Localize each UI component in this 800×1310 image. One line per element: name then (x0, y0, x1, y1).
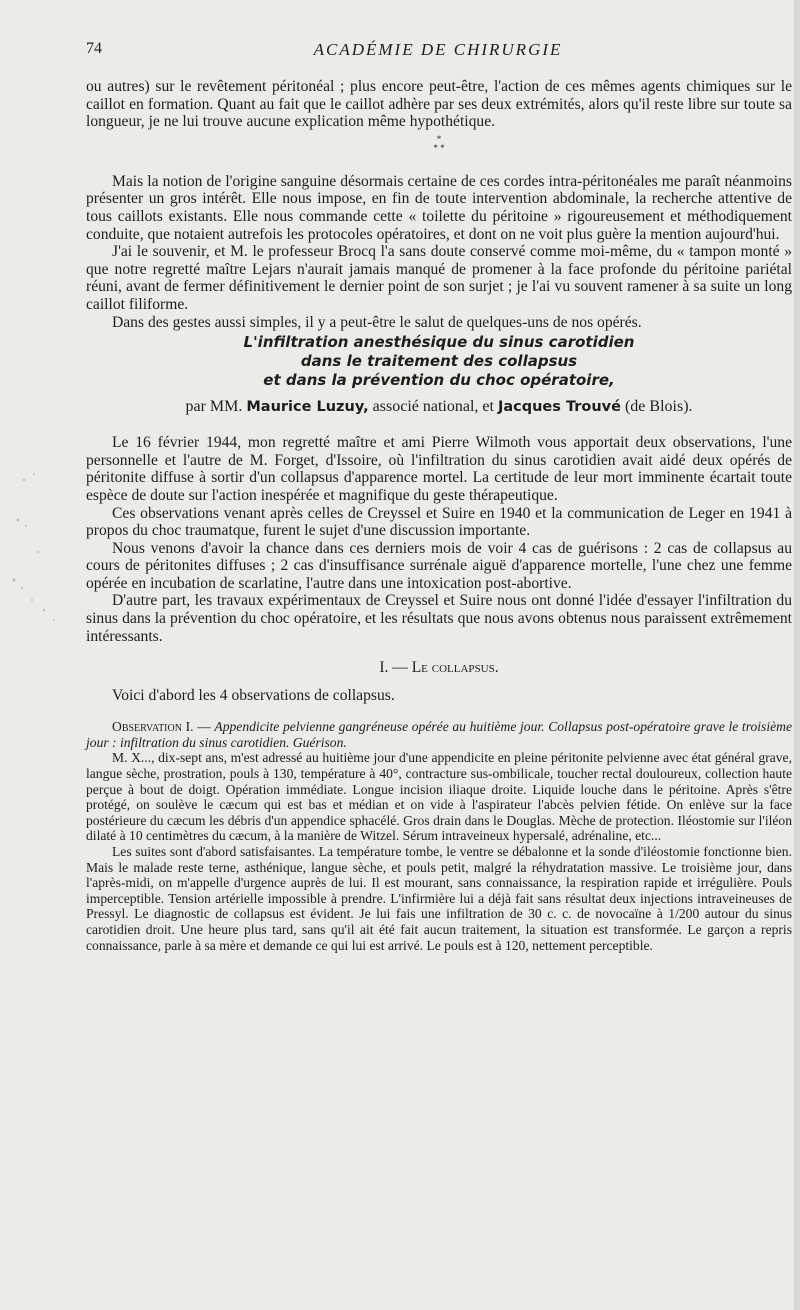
section-title: Le collapsus. (411, 659, 499, 677)
section-separator (86, 135, 792, 153)
paragraph-creyssel: Ces observations venant après celles de Creyssel et Suire en 1940 et la communication de Leger en 1941 à propos du choc traumatque, furent le sujet d'une discussion importante. (86, 504, 792, 540)
body-text-top (86, 78, 792, 953)
separator-star-bottom: * * (433, 142, 445, 153)
separator-star-top: * (436, 133, 442, 144)
section-numeral: I. — (379, 659, 408, 677)
observations-intro: Voici d'abord les 4 observations de collapsus. (112, 687, 395, 705)
paragraph-gestes: Dans des gestes aussi simples, il y a peut-être le salut de quelques-uns de nos opérés. (112, 313, 642, 331)
article-byline (86, 398, 792, 416)
author-2: Jacques Trouvé (497, 399, 621, 416)
margin-print-marks (4, 460, 64, 640)
article-title-line2: dans le traitement des collapsus (300, 352, 578, 371)
running-title: ACADÉMIE DE CHIRURGIE (313, 40, 563, 59)
observation-title: Appendicite pelvienne gangréneuse opérée au huitième jour. Collapsus post-opératoire grave le troisième jour : infiltration du sinus carotidien. Guérison. (86, 719, 793, 750)
author-1: Maurice Luzuy, (246, 399, 369, 416)
article-title-line3: et dans la prévention du choc opératoire, (263, 371, 615, 390)
paragraph-wilmoth: Le 16 février 1944, mon regretté maître et ami Pierre Wilmoth vous apportait deux observations, l'une personnelle et l'autre de M. Forget, d'Issoire, où l'infiltration du sinus carotidien avait aidé deux opérés de péritonite diffuse à sortir d'un collapsus d'apparence mortel. La certitude de leur mort imminente écartait toute espèce de doute sur l'action inespérée et magnifique du geste thérapeutique. (86, 434, 792, 504)
author-2-place: (de Blois). (624, 398, 693, 416)
observation-dash: — (197, 719, 211, 735)
byline-prefix: par MM. (185, 398, 243, 416)
section-heading (86, 659, 792, 677)
observation-heading (86, 719, 792, 750)
paragraph-lejars: J'ai le souvenir, et M. le professeur Brocq l'a sans doute conservé comme moi-même, du « tampon monté » que notre regretté maître Lejars n'aurait jamais manqué de promener à la face profonde du péritoine pariétal réuni, avant de fermer définitivement le dernier point de son surjet ; je l'ai vu souvent ramener à sa suite un long caillot filiforme. (86, 243, 792, 313)
observation-1 (86, 719, 792, 953)
paragraph-guerisons: Nous venons d'avoir la chance dans ces derniers mois de voir 4 cas de guérisons : 2 cas de collapsus au cours de péritonites diffuses ; 2 cas d'insuffisance surrénale aiguë d'apparence mortelle, l'une chez une femme opérée en incubation de scarlatine, l'autre dans une intoxication post-abortive. (86, 539, 792, 592)
observation-label: Observation I. (112, 719, 194, 735)
intro-paragraph: ou autres) sur le revêtement péritonéal ; plus encore peut-être, l'action de ces mêmes agents chimiques sur le caillot en formation. Quant au fait que le caillot adhère par ses deux extrémités, alors qu'il reste libre sur toute sa longueur, je ne lui trouve aucune explication même hypothétique. (86, 78, 792, 131)
observation-paragraph-2: Les suites sont d'abord satisfaisantes. La température tombe, le ventre se débalonne et la sonde d'iléostomie fonctionne bien. Mais le malade reste terne, asthénique, langue sèche, et pouls petit, malgré la réhydratation massive. Le troisième jour, dans l'après-midi, on m'appelle d'urgence auprès de lui. Il est mourant, sans connaissance, la respiration rapide et irrégulière. Pouls imperceptible. Tension artérielle impossible à prendre. L'infirmière lui a déjà fait sans résultat deux injections intraveineuses de Pressyl. Le diagnostic de collapsus est évident. Je lui fais une infiltration de 30 c. c. de novocaïne à 1/200 autour du sinus carotidien droit. Une heure plus tard, sans qu'il ait été fait aucun traitement, la situation est transformée. Le garçon a repris connaissance, parle à sa mère et demande ce qui lui est arrivé. Le pouls est à 120, nettement perceptible. (86, 844, 792, 953)
article-title (86, 333, 792, 390)
page-number: 74 (86, 40, 102, 57)
paragraph-toilette: Mais la notion de l'origine sanguine désormais certaine de ces cordes intra-péritonéales me paraît néanmoins présenter un gros intérêt. Elle nous impose, en fin de toute intervention abdominale, la recherche attentive de tous caillots existants. Elle nous commande cette « toilette du péritoine » rigoureusement et méthodiquement conduite, que notaient autrefois les protocoles opératoires, et dont on ne voit plus guère la mention aujourd'hui. (86, 172, 792, 243)
author-1-role: associé national, et (372, 398, 494, 416)
paragraph-experimental: D'autre part, les travaux expérimentaux de Creyssel et Suire nous ont donné l'idée d'essayer l'infiltration du sinus dans la prévention du choc opératoire, et les résultats que nous avons obtenus nous paraissent extrêmement intéressants. (86, 592, 792, 645)
page-edge-shadow (794, 0, 800, 1310)
observation-paragraph-1: M. X..., dix-sept ans, m'est adressé au huitième jour d'une appendicite en pleine péritonite pelvienne avec état général grave, langue sèche, prostration, pouls à 130, température à 40°, contracture sus-ombilicale, toucher rectal douloureux, collection haute perçue à bout de doigt. Opération immédiate. Longue incision iliaque droite. Liquide louche dans le péritoine. Après s'être protégé, on soulève le cæcum qui est bas et médian et on vide à l'aspirateur l'abcès pelvien fétide. On enlève sur la face postérieure du cæcum les débris d'un appendice sphacélé. Gros drain dans le Douglas. Mèche de protection. Iléostomie sur l'iléon dilaté à 10 centimètres du cæcum, à la manière de Witzel. Sérum intraveineux hypersalé, adrénaline, etc... (86, 750, 792, 844)
page-header (86, 40, 790, 62)
article-title-line1: L'infiltration anesthésique du sinus carotidien (243, 333, 635, 352)
